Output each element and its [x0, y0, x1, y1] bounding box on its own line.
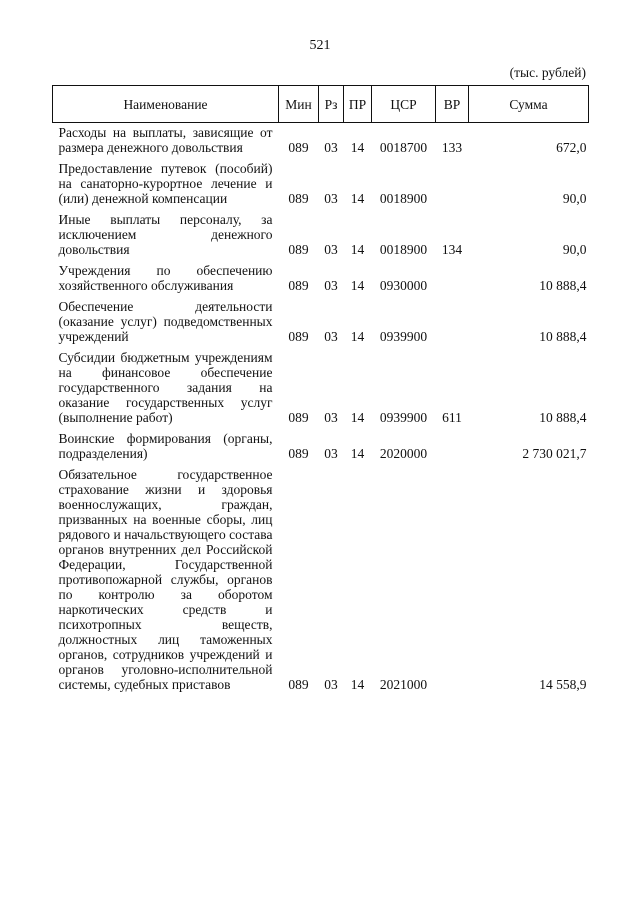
table-row — [53, 159, 589, 210]
cell-rz: 03 — [324, 410, 338, 425]
header-sum: Сумма — [469, 86, 589, 123]
cell-name: Учреждения по обеспечению хозяйственного обслуживания — [58, 263, 273, 293]
cell-vr — [436, 159, 469, 210]
table-header-row — [53, 86, 589, 123]
cell-min: 089 — [288, 329, 309, 344]
header-pr: ПР — [344, 86, 372, 123]
cell-csr: 0939900 — [379, 329, 428, 344]
cell-csr: 0939900 — [379, 410, 428, 425]
table-row — [53, 210, 589, 261]
cell-pr: 14 — [350, 191, 365, 206]
cell-rz: 03 — [324, 191, 338, 206]
cell-rz: 03 — [324, 329, 338, 344]
cell-vr: 133 — [441, 140, 463, 155]
cell-pr: 14 — [350, 278, 365, 293]
cell-min: 089 — [288, 446, 309, 461]
cell-min: 089 — [288, 140, 309, 155]
cell-pr: 14 — [350, 140, 365, 155]
cell-pr: 14 — [350, 329, 365, 344]
table-row — [53, 465, 589, 696]
cell-sum: 2 730 021,7 — [522, 446, 587, 461]
cell-vr: 134 — [441, 242, 463, 257]
table-row — [53, 297, 589, 348]
cell-pr: 14 — [350, 677, 365, 692]
cell-sum: 14 558,9 — [539, 677, 587, 692]
cell-sum: 10 888,4 — [539, 410, 587, 425]
cell-csr: 2020000 — [379, 446, 428, 461]
header-rz: Рз — [319, 86, 344, 123]
cell-name: Субсидии бюджетным учреждениям на финансовое обеспечение государственного задания на оказание государственных услуг (выполнение работ) — [58, 350, 273, 425]
cell-name: Иные выплаты персоналу, за исключением денежного довольствия — [58, 212, 273, 257]
cell-rz: 03 — [324, 242, 338, 257]
cell-vr — [436, 261, 469, 297]
table-row — [53, 123, 589, 160]
cell-min: 089 — [288, 278, 309, 293]
cell-rz: 03 — [324, 677, 338, 692]
header-vr: ВР — [436, 86, 469, 123]
cell-rz: 03 — [324, 140, 338, 155]
table-row — [53, 261, 589, 297]
cell-sum: 90,0 — [562, 191, 587, 206]
cell-sum: 672,0 — [556, 140, 587, 155]
cell-min: 089 — [288, 677, 309, 692]
cell-pr: 14 — [350, 446, 365, 461]
budget-table — [52, 85, 589, 696]
cell-rz: 03 — [324, 278, 338, 293]
cell-csr: 2021000 — [379, 677, 428, 692]
cell-name: Воинские формирования (органы, подразделения) — [58, 431, 273, 461]
cell-name: Обязательное государственное страхование жизни и здоровья военнослужащих, граждан, призванных на военные сборы, лиц рядового и начальствующего состава органов внутренних дел Российской Федерации, Государственной противопожарной службы, органов по контролю за оборотом наркотических средств и психотропных веществ, должностных лиц таможенных органов, сотрудников учреждений и органов уголовно-исполнительной системы, судебных приставов — [58, 467, 273, 692]
cell-min: 089 — [288, 191, 309, 206]
cell-name: Предоставление путевок (пособий) на санаторно-курортное лечение и (или) денежной компенсации — [58, 161, 273, 206]
cell-min: 089 — [288, 242, 309, 257]
cell-vr — [436, 429, 469, 465]
table-row — [53, 348, 589, 429]
cell-sum: 10 888,4 — [539, 329, 587, 344]
page-number: 521 — [309, 38, 331, 53]
cell-name: Обеспечение деятельности (оказание услуг) подведомственных учреждений — [58, 299, 273, 344]
cell-sum: 10 888,4 — [539, 278, 587, 293]
cell-name: Расходы на выплаты, зависящие от размера денежного довольствия — [58, 125, 273, 155]
cell-pr: 14 — [350, 410, 365, 425]
cell-csr: 0018900 — [379, 191, 428, 206]
cell-min: 089 — [288, 410, 309, 425]
table-row — [53, 429, 589, 465]
header-min: Мин — [279, 86, 319, 123]
cell-sum: 90,0 — [562, 242, 587, 257]
units-label: (тыс. рублей) — [509, 65, 586, 80]
cell-pr: 14 — [350, 242, 365, 257]
cell-csr: 0018900 — [379, 242, 428, 257]
cell-csr: 0930000 — [379, 278, 428, 293]
cell-csr: 0018700 — [379, 140, 428, 155]
header-name: Наименование — [53, 86, 279, 123]
cell-rz: 03 — [324, 446, 338, 461]
header-csr: ЦСР — [372, 86, 436, 123]
cell-vr — [436, 465, 469, 696]
cell-vr: 611 — [442, 410, 462, 425]
cell-vr — [436, 297, 469, 348]
